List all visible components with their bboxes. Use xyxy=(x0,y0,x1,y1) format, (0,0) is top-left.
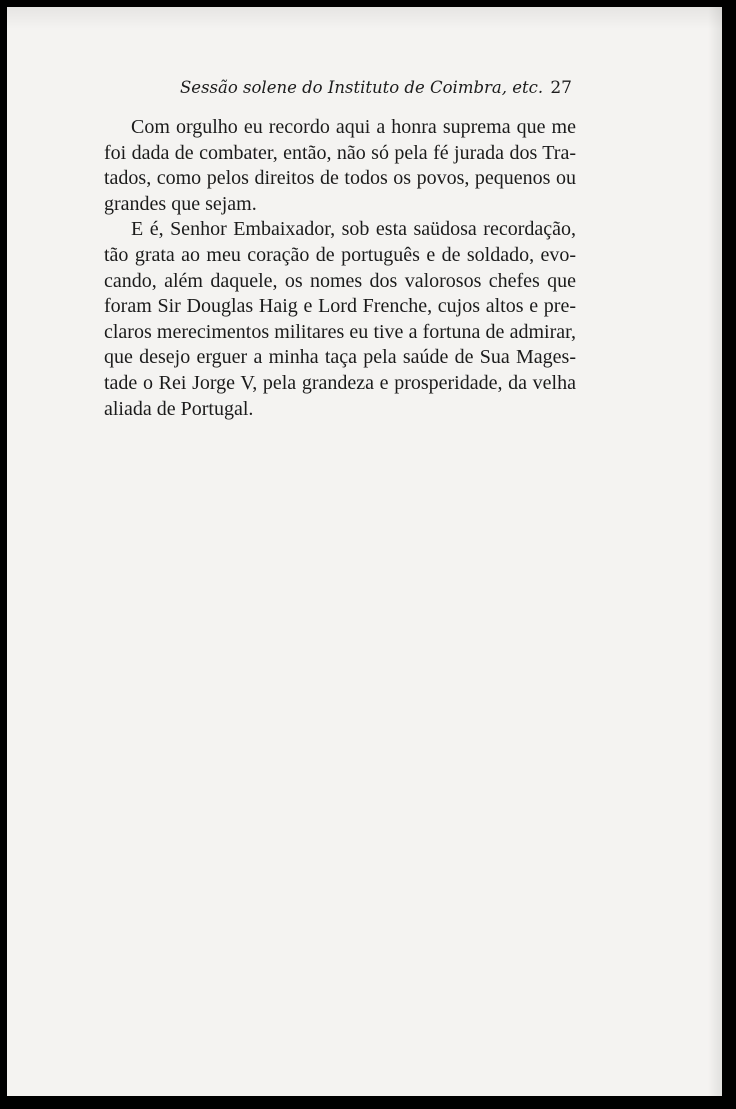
page-gutter-shadow xyxy=(708,7,722,1096)
text-line: foi dada de combater, então, não só pela fé jurada dos Tra- xyxy=(104,141,576,164)
text-line: E é, Senhor Embaixador, sob esta saüdosa recordação, xyxy=(131,218,576,241)
book-page xyxy=(7,7,722,1096)
body-text xyxy=(104,115,576,422)
text-line: foram Sir Douglas Haig e Lord Frenche, cujos altos e pre- xyxy=(104,295,576,318)
text-line: claros merecimentos militares eu tive a fortuna de admirar, xyxy=(104,320,576,343)
text-line: tade o Rei Jorge V, pela grandeza e prosperidade, da velha xyxy=(104,371,576,394)
text-line: grandes que sejam. xyxy=(104,192,257,215)
text-line: que desejo erguer a minha taça pela saúde de Sua Mages- xyxy=(104,346,576,369)
paragraph-1 xyxy=(104,115,576,217)
text-line: cando, além daquele, os nomes dos valorosos chefes que xyxy=(104,269,576,292)
text-line: aliada de Portugal. xyxy=(104,397,254,420)
page-number: 27 xyxy=(550,78,572,98)
text-line: Com orgulho eu recordo aqui a honra suprema que me xyxy=(131,116,576,138)
running-head-title: Sessão solene do Instituto de Coimbra, etc. xyxy=(180,78,544,97)
text-line: tados, como pelos direitos de todos os povos, pequenos ou xyxy=(104,167,576,190)
paragraph-2 xyxy=(104,217,576,422)
page-top-shadow xyxy=(7,7,722,29)
text-line: tão grata ao meu coração de português e de soldado, evo- xyxy=(104,243,576,266)
running-head xyxy=(167,75,572,103)
